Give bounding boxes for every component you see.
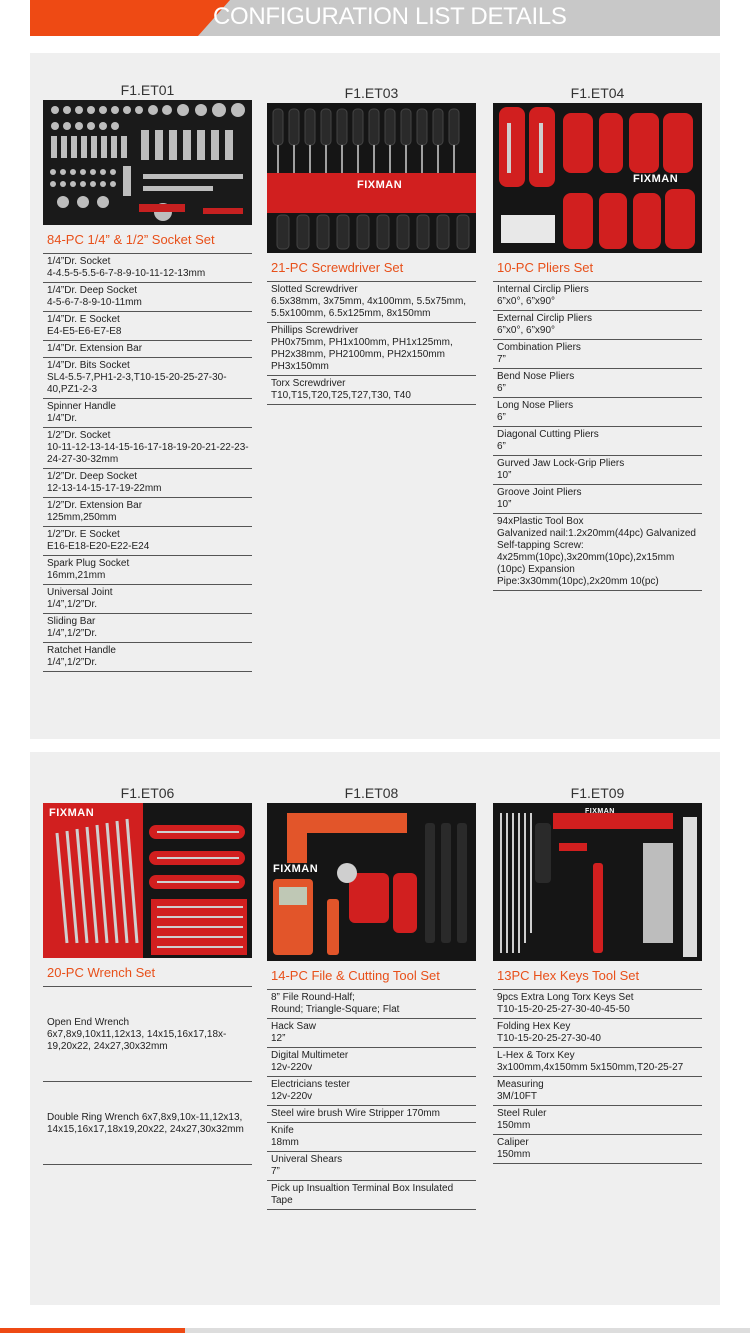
spec-item-detail: 1/4”,1/2”Dr. xyxy=(47,599,98,610)
spec-item xyxy=(493,456,702,485)
spec-item-detail: 1/4”,1/2”Dr. xyxy=(47,628,98,639)
banner-accent-stripe xyxy=(30,0,230,36)
spec-item-detail: SL4-5.5-7,PH1-2-3,T10-15-20-25-27-30-40,PZ1-2-3 xyxy=(47,372,227,395)
section-panel-1 xyxy=(30,53,720,739)
spec-item xyxy=(267,1077,476,1106)
screwdriver-set-photo xyxy=(267,103,476,253)
spec-item-detail: 18mm xyxy=(271,1137,299,1148)
product-code: F1.ET08 xyxy=(344,785,399,801)
spec-item-detail: 150mm xyxy=(497,1120,531,1131)
spec-item xyxy=(43,498,252,527)
spec-item-detail: 12” xyxy=(271,1033,286,1044)
spec-item-detail: 6” xyxy=(497,441,506,452)
footer-divider xyxy=(0,1328,750,1333)
spec-item xyxy=(43,428,252,469)
fixman-logo: FIXMAN xyxy=(357,179,403,191)
column-et01 xyxy=(43,80,252,672)
spec-item-name: Long Nose Pliers xyxy=(497,400,574,411)
spec-item-detail: 6.5x38mm, 3x75mm, 4x100mm, 5.5x75mm, 5.5x100mm, 6.5x125mm, 8x150mm xyxy=(271,296,467,319)
spec-item xyxy=(43,469,252,498)
spec-item-detail: 3M/10FT xyxy=(497,1091,538,1102)
spec-item xyxy=(267,989,476,1019)
spec-item-detail: 12v-220v xyxy=(271,1091,313,1102)
set-title: 21-PC Screwdriver Set xyxy=(271,260,404,275)
spec-item xyxy=(493,1048,702,1077)
spec-item-detail: PH0x75mm, PH1x100mm, PH1x125mm, PH2x38mm, PH2100mm, PH2x150mm PH3x150mm xyxy=(271,337,453,372)
column-et03 xyxy=(267,83,476,405)
screwdriver-tray-icon xyxy=(267,103,476,253)
footer-accent xyxy=(0,1328,185,1333)
spec-list xyxy=(493,281,702,591)
spec-item xyxy=(43,341,252,358)
spec-item-name: Measuring xyxy=(497,1079,544,1090)
set-title: 13PC Hex Keys Tool Set xyxy=(497,968,640,983)
spec-item-detail: Galvanized nail:1.2x20mm(44pc) Galvanized Self-tapping Screw: 4x25mm(10pc),3x20mm(10pc),2x15mm (10pc) Expansion Pipe:3x30mm(10pc),2x20mm 10(pc) xyxy=(497,528,696,587)
spec-item-name: Internal Circlip Pliers xyxy=(497,284,589,295)
file-cutting-tray-icon xyxy=(267,803,476,961)
spec-item xyxy=(493,340,702,369)
spec-item xyxy=(43,556,252,585)
spec-item-name: Torx Screwdriver xyxy=(271,378,346,389)
spec-item xyxy=(267,1106,476,1123)
spec-item-name: Groove Joint Pliers xyxy=(497,487,582,498)
spec-item-name: L-Hex & Torx Key xyxy=(497,1050,575,1061)
spec-item xyxy=(43,527,252,556)
column-et04 xyxy=(493,83,702,591)
spec-item-detail: 1/4”,1/2”Dr. xyxy=(47,657,98,668)
spec-item-name: 1/4”Dr. E Socket xyxy=(47,314,120,325)
fixman-logo: FIXMAN xyxy=(49,807,95,819)
spec-item-name: 9pcs Extra Long Torx Keys Set xyxy=(497,992,634,1003)
spec-item-detail: 150mm xyxy=(497,1149,531,1160)
spec-item-name: Knife xyxy=(271,1125,294,1136)
spec-item-detail: 16mm,21mm xyxy=(47,570,106,581)
spec-item-detail: T10,T15,T20,T25,T27,T30, T40 xyxy=(271,390,411,401)
spec-item xyxy=(493,369,702,398)
spec-list xyxy=(43,986,252,1165)
spec-item xyxy=(493,398,702,427)
spec-item xyxy=(267,281,476,323)
spec-item-detail: 12-13-14-15-17-19-22mm xyxy=(47,483,162,494)
fixman-logo: FIXMAN xyxy=(273,863,319,875)
spec-item-detail: 4-4.5-5-5.5-6-7-8-9-10-11-12-13mm xyxy=(47,268,206,279)
spec-item-name: Univeral Shears xyxy=(271,1154,343,1165)
spec-item-name: Diagonal Cutting Pliers xyxy=(497,429,599,440)
spec-item-name: Steel Ruler xyxy=(497,1108,547,1119)
spec-item xyxy=(267,1123,476,1152)
spec-item xyxy=(267,1019,476,1048)
spec-item-name: Universal Joint xyxy=(47,587,113,598)
column-et08 xyxy=(267,783,476,1210)
spec-item-name: 1/2”Dr. Deep Socket xyxy=(47,471,138,482)
spec-item xyxy=(267,323,476,376)
spec-item xyxy=(43,358,252,399)
hex-keys-tray-icon xyxy=(493,803,702,961)
spec-item xyxy=(43,312,252,341)
spec-item xyxy=(493,1019,702,1048)
product-code: F1.ET09 xyxy=(570,785,625,801)
spec-item-detail: E4-E5-E6-E7-E8 xyxy=(47,326,122,337)
spec-list xyxy=(43,253,252,672)
spec-item-detail: 6”x0°, 6”x90° xyxy=(497,296,556,307)
spec-item-name: Double Ring Wrench 6x7,8x9,10x-11,12x13, 14x15,16x17,18x19,20x22, 24x27,30x32mm xyxy=(47,1112,244,1135)
spec-item-name: Caliper xyxy=(497,1137,529,1148)
spec-item-detail: T10-15-20-25-27-30-40 xyxy=(497,1033,601,1044)
product-code: F1.ET03 xyxy=(344,85,399,101)
spec-item-name: 8” File Round-Half; xyxy=(271,992,355,1003)
set-title: 20-PC Wrench Set xyxy=(47,965,156,980)
pliers-set-photo xyxy=(493,103,702,253)
spec-item-name: 1/4”Dr. Extension Bar xyxy=(47,343,143,354)
product-code: F1.ET01 xyxy=(120,82,175,98)
spec-item xyxy=(43,399,252,428)
spec-item-name: Ratchet Handle xyxy=(47,645,116,656)
spec-item-detail: T10-15-20-25-27-30-40-45-50 xyxy=(497,1004,630,1015)
spec-item-name: Pick up Insualtion Terminal Box Insulated Tape xyxy=(271,1183,454,1206)
spec-item-detail: 12v-220v xyxy=(271,1062,313,1073)
spec-item-detail: 7” xyxy=(271,1166,280,1177)
spec-item xyxy=(493,514,702,591)
spec-item-name: Digital Multimeter xyxy=(271,1050,349,1061)
column-et09 xyxy=(493,783,702,1164)
spec-item xyxy=(493,1135,702,1164)
spec-item-name: Gurved Jaw Lock-Grip Pliers xyxy=(497,458,625,469)
spec-item-name: 1/2”Dr. Socket xyxy=(47,430,111,441)
spec-item-detail: 10” xyxy=(497,499,512,510)
section-panel-2 xyxy=(30,752,720,1305)
spec-item-detail: 6” xyxy=(497,412,506,423)
spec-item-name: 1/4”Dr. Deep Socket xyxy=(47,285,138,296)
set-title: 84-PC 1/4” & 1/2” Socket Set xyxy=(47,232,215,247)
spec-item-detail: 10-11-12-13-14-15-16-17-18-19-20-21-22-23-24-27-30-32mm xyxy=(47,442,249,465)
spec-item xyxy=(43,1082,252,1165)
header-banner xyxy=(30,0,720,36)
spec-item xyxy=(43,253,252,283)
spec-item-detail: 7” xyxy=(497,354,506,365)
spec-item xyxy=(493,281,702,311)
fixman-logo: FIXMAN xyxy=(633,173,679,185)
spec-item-name: External Circlip Pliers xyxy=(497,313,593,324)
column-et06 xyxy=(43,783,252,1165)
set-title: 10-PC Pliers Set xyxy=(497,260,594,275)
spec-item-detail: 4-5-6-7-8-9-10-11mm xyxy=(47,297,142,308)
spec-item-detail: 10” xyxy=(497,470,512,481)
wrench-set-photo xyxy=(43,803,252,958)
spec-item xyxy=(493,989,702,1019)
spec-item-name: 1/4”Dr. Socket xyxy=(47,256,111,267)
spec-item-name: Steel wire brush Wire Stripper 170mm xyxy=(271,1108,440,1119)
spec-item xyxy=(267,1048,476,1077)
spec-item-detail: 3x100mm,4x150mm 5x150mm,T20-25-27 xyxy=(497,1062,684,1073)
spec-item-detail: 6”x0°, 6”x90° xyxy=(497,325,556,336)
spec-list xyxy=(267,989,476,1210)
spec-item-name: Slotted Screwdriver xyxy=(271,284,358,295)
spec-item xyxy=(43,614,252,643)
spec-item-name: Sliding Bar xyxy=(47,616,96,627)
spec-item-name: Spinner Handle xyxy=(47,401,116,412)
fixman-logo: FIXMAN xyxy=(585,808,615,815)
spec-item-name: Electricians tester xyxy=(271,1079,350,1090)
hex-keys-set-photo xyxy=(493,803,702,961)
spec-item-detail: 6x7,8x9,10x11,12x13, 14x15,16x17,18x-19,20x22, 24x27,30x32mm xyxy=(47,1029,227,1052)
spec-item-name: Open End Wrench xyxy=(47,1017,130,1028)
spec-item-name: 1/4”Dr. Bits Socket xyxy=(47,360,130,371)
spec-item-detail: 6” xyxy=(497,383,506,394)
spec-item xyxy=(493,485,702,514)
spec-item-name: 94xPlastic Tool Box xyxy=(497,516,584,527)
spec-item xyxy=(493,311,702,340)
spec-item xyxy=(43,283,252,312)
spec-item-name: Spark Plug Socket xyxy=(47,558,130,569)
spec-item-name: Phillips Screwdriver xyxy=(271,325,359,336)
spec-item-name: 1/2”Dr. Extension Bar xyxy=(47,500,143,511)
spec-item-detail: E16-E18-E20-E22-E24 xyxy=(47,541,150,552)
product-code: F1.ET04 xyxy=(570,85,625,101)
spec-item xyxy=(267,1181,476,1210)
product-code: F1.ET06 xyxy=(120,785,175,801)
spec-item xyxy=(493,1106,702,1135)
spec-item xyxy=(267,1152,476,1181)
spec-item-name: Combination Pliers xyxy=(497,342,581,353)
spec-item-detail: 1/4”Dr. xyxy=(47,413,78,424)
spec-item xyxy=(267,376,476,405)
banner-title: CONFIGURATION LIST DETAILS xyxy=(213,3,567,30)
socket-set-photo xyxy=(43,100,252,225)
spec-list xyxy=(267,281,476,405)
spec-item xyxy=(43,585,252,614)
spec-item xyxy=(493,1077,702,1106)
spec-item xyxy=(43,986,252,1082)
wrench-tray-icon xyxy=(43,803,252,958)
spec-item-name: Bend Nose Pliers xyxy=(497,371,575,382)
spec-item-detail: Round; Triangle-Square; Flat xyxy=(271,1004,400,1015)
spec-item-name: Folding Hex Key xyxy=(497,1021,571,1032)
spec-item xyxy=(493,427,702,456)
spec-item-name: 1/2”Dr. E Socket xyxy=(47,529,120,540)
file-cutting-set-photo xyxy=(267,803,476,961)
socket-tray-icon xyxy=(43,100,252,225)
spec-list xyxy=(493,989,702,1164)
set-title: 14-PC File & Cutting Tool Set xyxy=(271,968,440,983)
spec-item-name: Hack Saw xyxy=(271,1021,317,1032)
spec-item xyxy=(43,643,252,672)
spec-item-detail: 125mm,250mm xyxy=(47,512,117,523)
